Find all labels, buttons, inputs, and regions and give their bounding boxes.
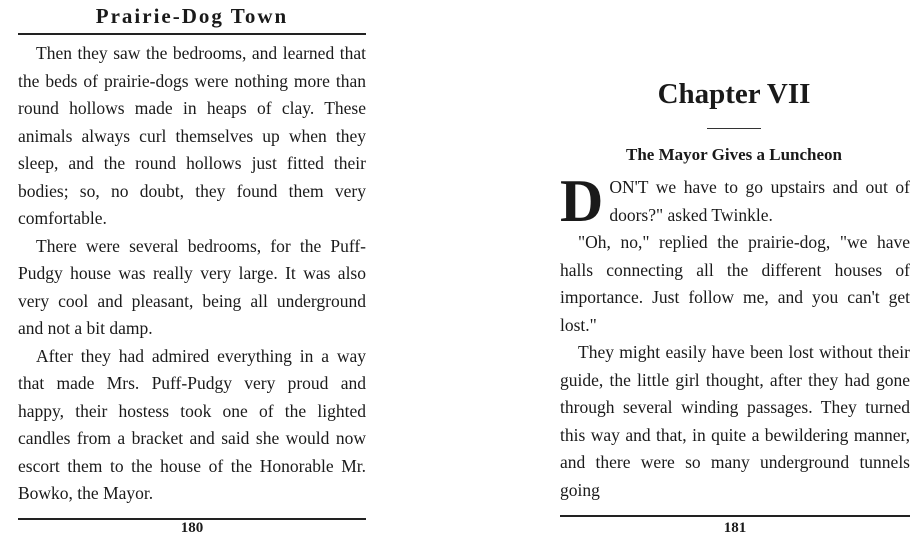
footer-rule (560, 515, 910, 517)
paragraph: "Oh, no," replied the prairie-dog, "we have halls connecting all the different houses of importance. Just follow me, and you can't get lost." (560, 232, 910, 335)
page-number: 180 (180, 520, 204, 536)
left-page (0, 0, 400, 539)
first-paragraph (560, 168, 910, 234)
drop-cap: D (560, 168, 604, 234)
paragraph: There were several bedrooms, for the Puff-Pudgy house was really very large. It was also very cool and pleasant, being all underground and not a bit damp. (18, 235, 366, 338)
paragraph: They might easily have been lost without their guide, the little girl thought, after they had gone through several winding passages. They turned this way and that, in quite a bewildering manner, and there were so many underground tunnels going (560, 342, 910, 500)
chapter-title: Chapter VII (657, 78, 811, 110)
header-rule (18, 33, 366, 35)
paragraph: Then they saw the bedrooms, and learned that the beds of prairie-dogs were nothing more than round hollows made in heaps of clay. These animals always curl themselves up when they sleep, and the round hollows just fitted their bodies; so, no doubt, they found them very comfortable. (18, 43, 366, 228)
right-body-text (560, 168, 910, 504)
left-body-text (18, 40, 366, 508)
right-page (520, 0, 922, 539)
chapter-subtitle: The Mayor Gives a Luncheon (626, 145, 842, 164)
chapter-rule (707, 128, 761, 129)
page-number: 181 (723, 520, 747, 536)
paragraph: After they had admired everything in a way that made Mrs. Puff-Pudgy very proud and happy, their hostess took one of the lighted candles from a bracket and said she would now escort them to the house of the Honorable Mr. Bowko, the Mayor. (18, 345, 366, 503)
running-head: Prairie-Dog Town (95, 4, 289, 28)
first-paragraph-text: ON'T we have to go upstairs and out of doors?" asked Twinkle. (609, 177, 910, 225)
